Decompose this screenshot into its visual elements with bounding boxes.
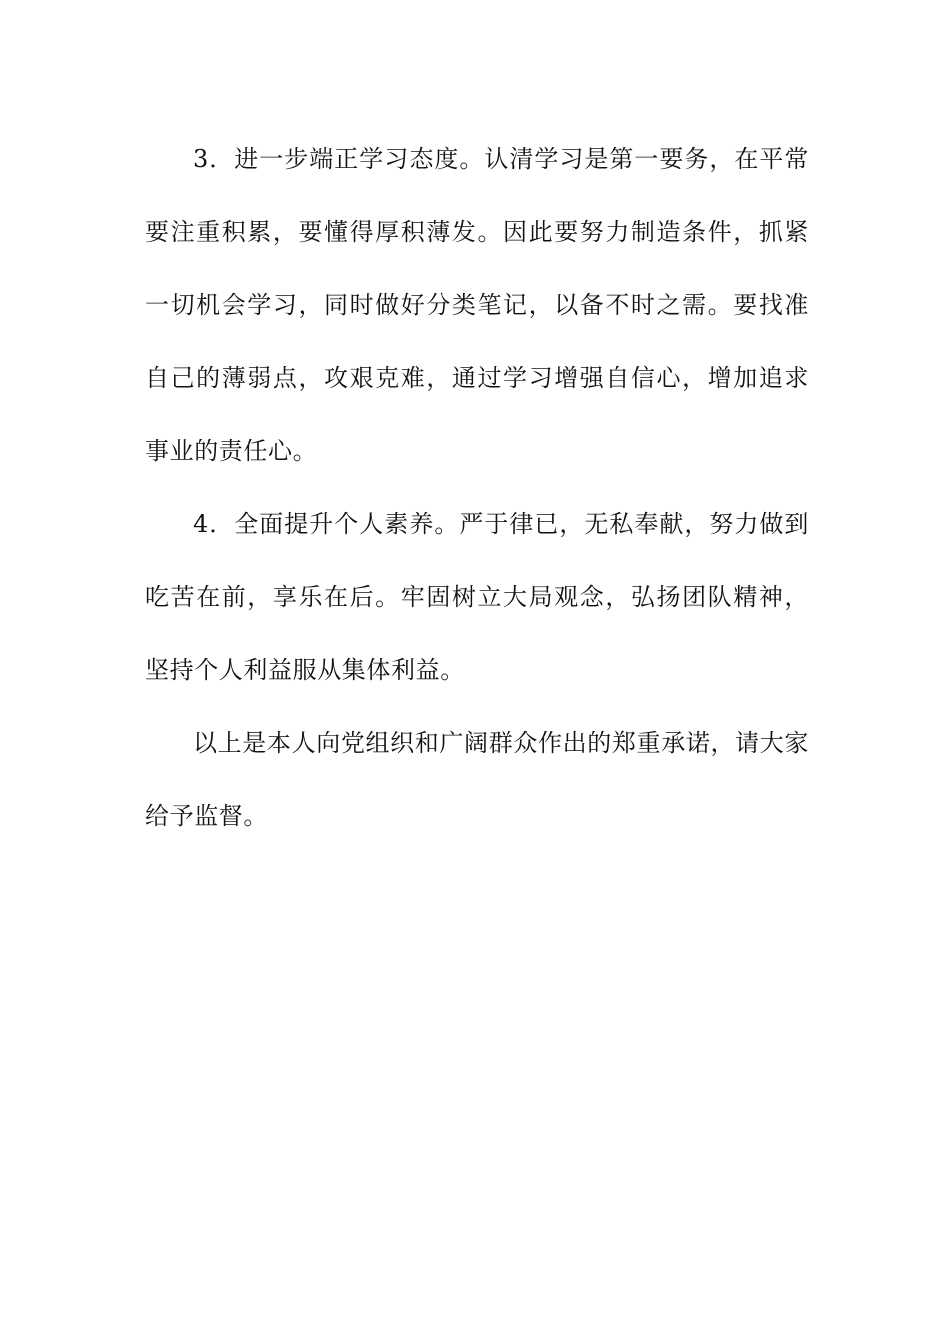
document-body: [145, 123, 809, 853]
paragraph-personal-quality: 4．全面提升个人素养。严于律已，无私奉献，努力做到吃苦在前，享乐在后。牢固树立大局观念，弘扬团队精神，坚持个人利益服从集体利益。: [145, 510, 809, 684]
paragraph-study-attitude: 3．进一步端正学习态度。认清学习是第一要务，在平常要注重积累，要懂得厚积薄发。因此要努力制造条件，抓紧一切机会学习，同时做好分类笔记，以备不时之需。要找准自己的薄弱点，攻艰克难，通过学习增强自信心，增加追求事业的责任心。: [145, 145, 809, 465]
paragraph-closing-pledge: 以上是本人向党组织和广阔群众作出的郑重承诺，请大家给予监督。: [145, 729, 809, 830]
